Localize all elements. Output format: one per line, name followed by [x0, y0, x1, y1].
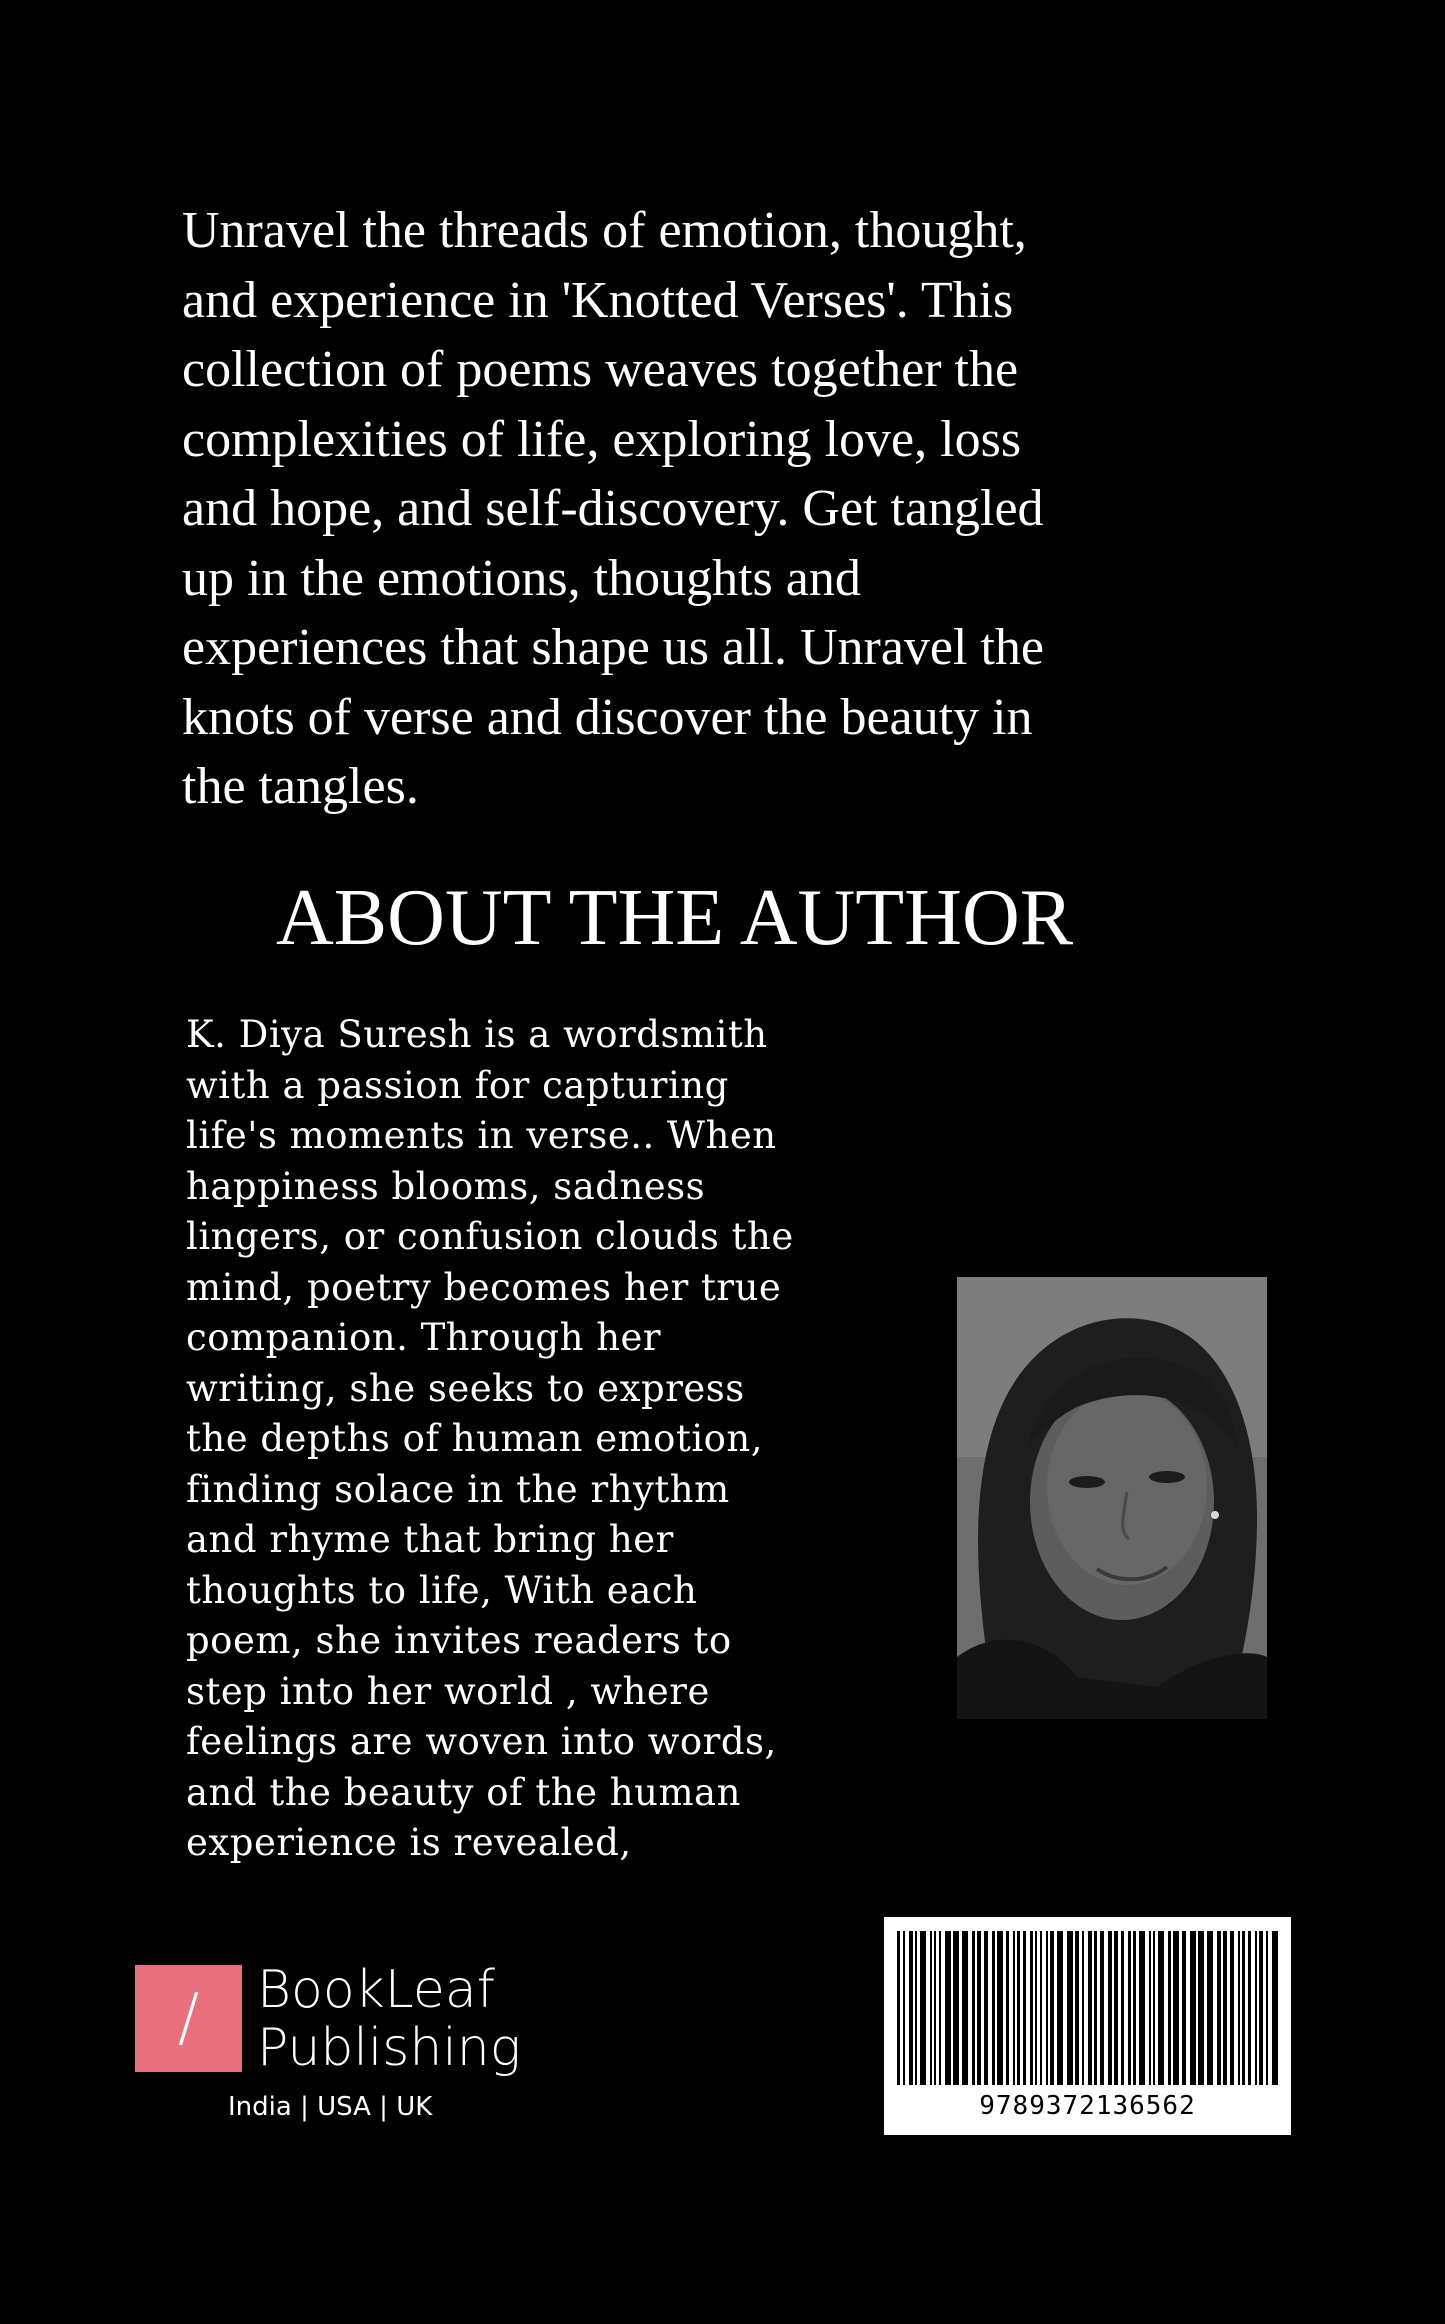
barcode-bar — [1128, 1931, 1131, 2085]
barcode-bar — [1040, 1931, 1042, 2085]
publisher-logo — [135, 1960, 555, 2125]
barcode-bar — [1057, 1931, 1063, 2085]
publisher-logo-mark — [135, 1965, 242, 2072]
barcode-bar — [1030, 1931, 1033, 2085]
barcode-bar — [1050, 1931, 1054, 2085]
bio-line: step into her world , where — [186, 1669, 710, 1713]
publisher-name — [257, 1961, 521, 2077]
bio-line: poem, she invites readers to — [186, 1619, 732, 1662]
barcode-bar — [930, 1931, 932, 2085]
bio-line: and rhyme that bring her — [186, 1518, 674, 1561]
bio-line: thoughts to life, With each — [186, 1568, 698, 1612]
barcode-bar — [909, 1931, 913, 2085]
barcode-bar — [1100, 1931, 1104, 2085]
barcode-bar — [1259, 1931, 1263, 2085]
barcode-bar — [977, 1931, 981, 2085]
barcode-bar — [897, 1931, 900, 2085]
bio-line: and the beauty of the human — [186, 1770, 741, 1814]
bio-line: happiness blooms, sadness — [186, 1164, 706, 1208]
bio-line: companion. Through her — [186, 1316, 662, 1359]
barcode-bar — [992, 1931, 995, 2085]
bio-line: feelings are woven into words, — [186, 1720, 777, 1763]
slash-icon: / — [177, 1981, 200, 2055]
barcode-bar — [920, 1931, 926, 2085]
barcode-bar — [1190, 1931, 1196, 2085]
barcode-bar — [1006, 1931, 1009, 2085]
barcode-bar — [1182, 1931, 1186, 2085]
barcode-bar — [1168, 1931, 1171, 2085]
barcode-bar — [1266, 1931, 1268, 2085]
barcode-bar — [1149, 1931, 1151, 2085]
barcode-bar — [1133, 1931, 1136, 2085]
barcode-bar — [1035, 1931, 1037, 2085]
bio-line: finding solace in the rhythm — [186, 1467, 730, 1511]
barcode-bar — [1207, 1931, 1213, 2085]
publisher-regions: India | USA | UK — [228, 2092, 433, 2122]
barcode-bar — [984, 1931, 988, 2085]
barcode-bar — [1013, 1931, 1015, 2085]
barcode-bar — [1114, 1931, 1118, 2085]
barcode-bar — [1223, 1931, 1227, 2085]
barcode-bar — [972, 1931, 975, 2085]
bio-line: life's moments in verse.. When — [186, 1114, 777, 1157]
barcode-bar — [1158, 1931, 1164, 2085]
barcode-bar — [1046, 1931, 1048, 2085]
bio-line: mind, poetry becomes her true — [186, 1265, 782, 1309]
barcode-bar — [1217, 1931, 1221, 2085]
barcode-bar — [1075, 1931, 1079, 2085]
barcode-bar — [903, 1931, 905, 2085]
barcode-bar — [997, 1931, 1003, 2085]
barcode-bar — [934, 1931, 936, 2085]
isbn-barcode — [884, 1917, 1291, 2135]
about-author-heading: ABOUT THE AUTHOR — [276, 874, 1074, 962]
barcode-bar — [1108, 1931, 1112, 2085]
barcode-bar — [962, 1931, 968, 2085]
barcode-bar — [953, 1931, 959, 2085]
author-photo — [957, 1277, 1267, 1719]
barcode-bar — [1094, 1931, 1097, 2085]
barcode-bar — [1173, 1931, 1179, 2085]
publisher-name-line1: BookLeaf — [257, 1960, 496, 2020]
barcode-bar — [915, 1931, 917, 2085]
bio-line: with a passion for capturing — [186, 1063, 729, 1107]
book-blurb: Unravel the threads of emotion, thought, and experience in 'Knotted Verses'. This collection of poems weaves together the complexities of life, exploring love, loss and hope, and self-discovery. Get tangled up in the emotions, thoughts and experiences that shape us all. Unravel the knots of verse and discover the beauty in the tangles. — [182, 202, 1044, 815]
barcode-bar — [1023, 1931, 1026, 2085]
bio-line: the depths of human emotion, — [186, 1417, 764, 1460]
barcode-bar — [1238, 1931, 1240, 2085]
barcode-bar — [945, 1931, 951, 2085]
barcode-bar — [1067, 1931, 1073, 2085]
barcode-bar — [1242, 1931, 1245, 2085]
publisher-name-line2: Publishing — [257, 2018, 521, 2078]
bio-line: K. Diya Suresh is a wordsmith — [186, 1013, 768, 1056]
barcode-bar — [1272, 1931, 1278, 2085]
barcode-bar — [939, 1931, 941, 2085]
barcode-bar — [1230, 1931, 1234, 2085]
barcode-bar — [1198, 1931, 1204, 2085]
barcode-bar — [1139, 1931, 1145, 2085]
author-portrait-illustration — [957, 1277, 1267, 1719]
barcode-bar — [1153, 1931, 1155, 2085]
author-bio — [186, 1010, 906, 1869]
barcode-bar — [1121, 1931, 1124, 2085]
barcode-bar — [1082, 1931, 1084, 2085]
bio-line: experience is revealed, — [186, 1821, 632, 1864]
barcode-bar — [1017, 1931, 1020, 2085]
bio-line: lingers, or confusion clouds the — [186, 1215, 794, 1258]
barcode-bar — [1088, 1931, 1092, 2085]
barcode-bar — [1255, 1931, 1257, 2085]
bio-line: writing, she seeks to express — [186, 1366, 745, 1410]
isbn-number: 9789372136562 — [979, 2091, 1196, 2121]
barcode-bar — [1248, 1931, 1251, 2085]
